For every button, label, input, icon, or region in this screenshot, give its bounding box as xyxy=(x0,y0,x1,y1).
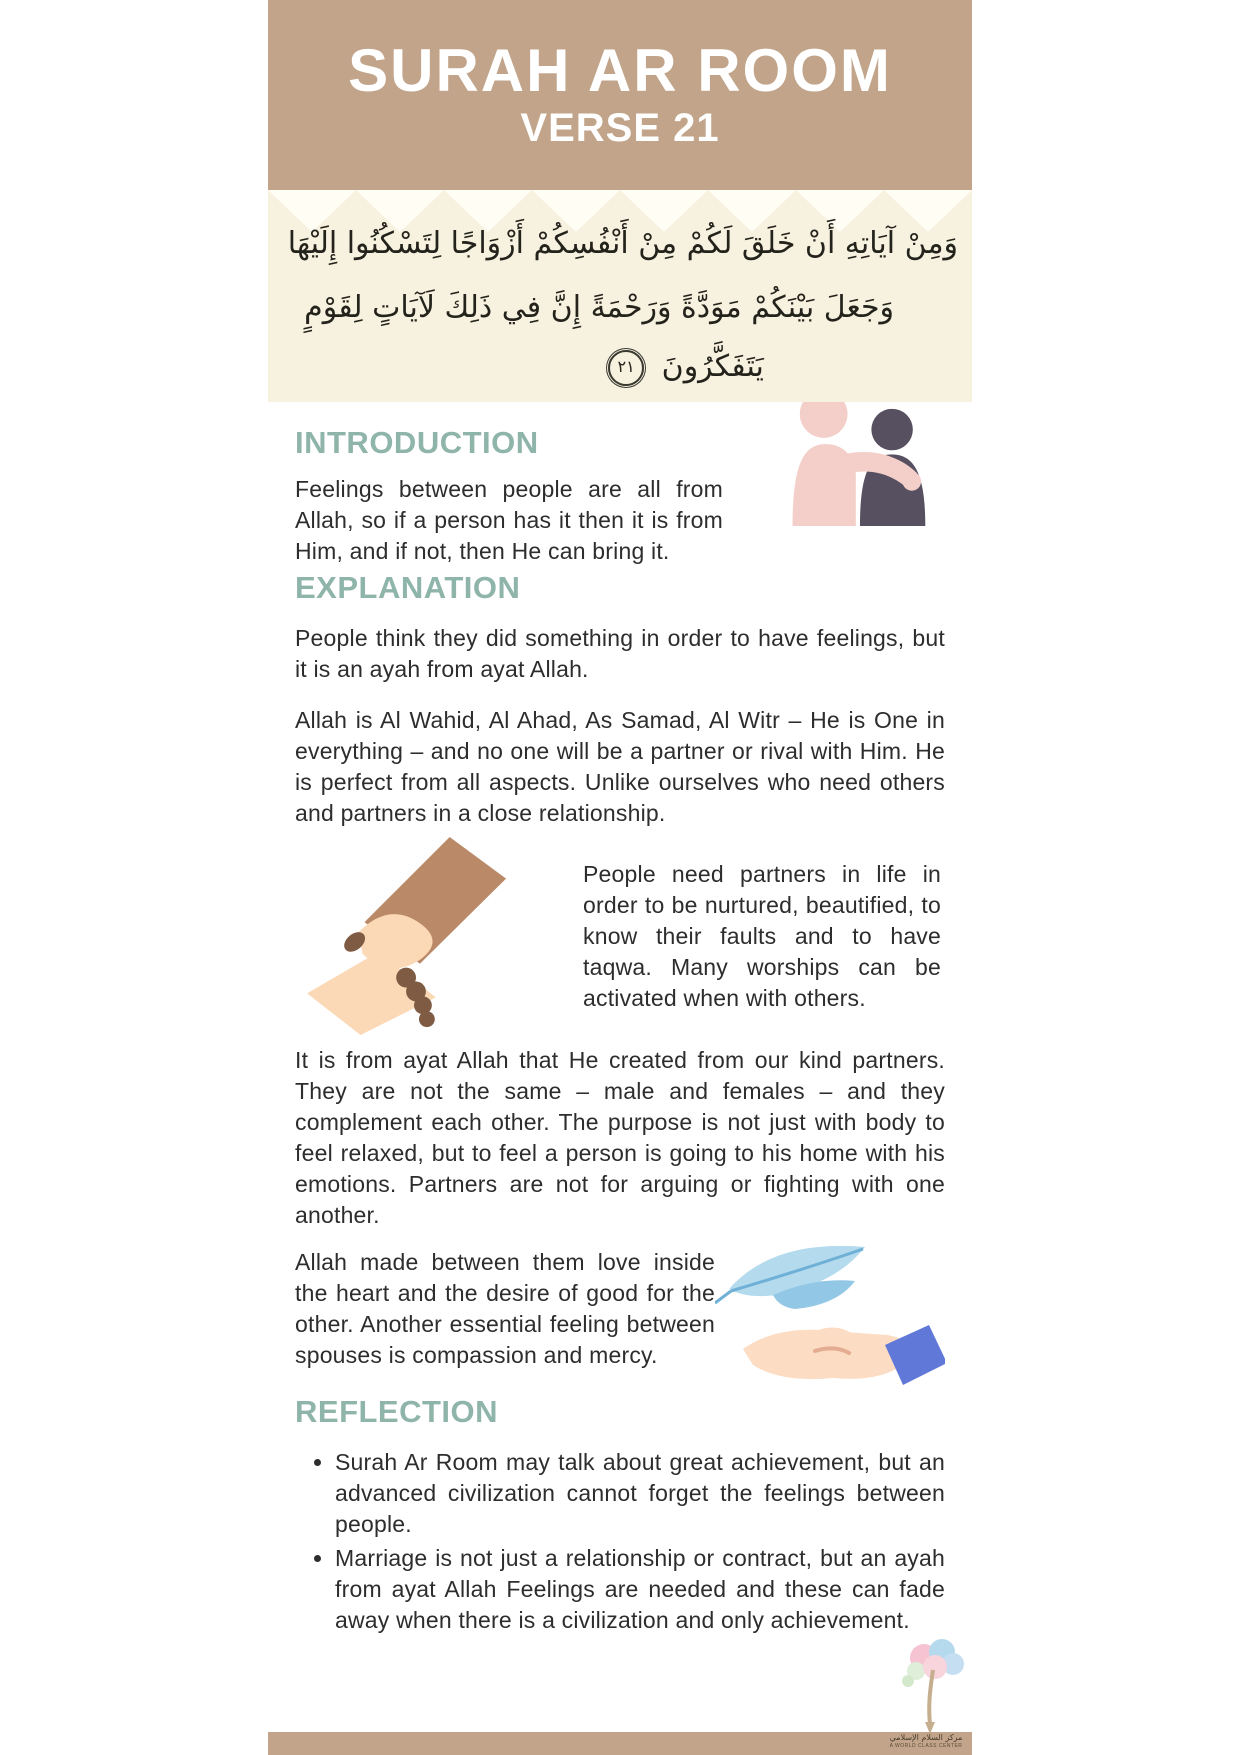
partners-row xyxy=(295,837,945,1035)
section-reflection xyxy=(295,1393,945,1636)
section-introduction xyxy=(295,402,945,567)
explanation-heading: EXPLANATION xyxy=(295,570,521,605)
footer-logo-arabic: مركز السلام الإسلامي xyxy=(889,1733,963,1742)
reflection-bullet-list xyxy=(295,1447,945,1636)
page-subtitle: VERSE 21 xyxy=(520,106,720,150)
footer-band xyxy=(268,1732,972,1755)
explanation-paragraph-2: Allah is Al Wahid, Al Ahad, As Samad, Al Witr – He is One in everything – and no one will be a partner or rival with Him. He is perfect from all aspects. Unlike ourselves who need others and partners in a close relationship. xyxy=(295,707,945,826)
reflection-heading: REFLECTION xyxy=(295,1394,499,1429)
footer-logo-text xyxy=(866,1733,986,1750)
introduction-row xyxy=(295,402,945,567)
verse-arabic-line-1: وَمِنْ آيَاتِهِ أَنْ خَلَقَ لَكُمْ مِنْ أَنْفُسِكُمْ أَزْوَاجًا لِتَسْكُنُوا إِلَيْهَا xyxy=(287,226,958,261)
explanation-paragraph-3: People need partners in life in order to be nurtured, beautified, to know their faults and to have taqwa. Many worships can be activated when with others. xyxy=(583,861,941,1011)
content-column xyxy=(268,0,972,1755)
reflection-bullet-2: • Marriage is not just a relationship or contract, but an ayah from ayat Allah Feelings are needed and these can fade away when there is a civilization and only achievement. xyxy=(335,1543,945,1636)
explanation-paragraph-4: It is from ayat Allah that He created from our kind partners. They are not the same – male and females – and they complement each other. The purpose is not just with body to feel relaxed, but to feel a person is going to his home with his emotions. Partners are not for arguing or fighting with one another. xyxy=(295,1047,945,1228)
verse-arabic-line-2: وَجَعَلَ بَيْنَكُمْ مَوَدَّةً وَرَحْمَةً إِنَّ فِي ذَلِكَ لَآيَاتٍ لِقَوْمٍ xyxy=(304,290,894,325)
page-title: SURAH AR ROOM xyxy=(348,37,892,104)
tree-logo-icon xyxy=(896,1636,968,1734)
feather-and-hand-illustration xyxy=(715,1233,945,1391)
clasped-hands-illustration xyxy=(299,837,531,1035)
hugging-people-illustration xyxy=(777,386,945,526)
introduction-text-block xyxy=(295,402,723,567)
main-content xyxy=(268,402,972,1636)
header-band xyxy=(268,0,972,190)
introduction-heading: INTRODUCTION xyxy=(295,425,539,460)
verse-arabic-word: يَتَفَكَّرُونَ xyxy=(661,349,764,384)
love-row xyxy=(295,1247,945,1391)
quran-verse-panel xyxy=(268,190,972,402)
footer-logo-caption: A WORLD CLASS CENTER xyxy=(889,1743,963,1749)
explanation-paragraph-5: Allah made between them love inside the heart and the desire of good for the other. Another essential feeling between spouses is compassion and mercy. xyxy=(295,1249,715,1368)
verse-arabic-line-3 xyxy=(268,340,972,394)
ayah-number-ornament: ٢١ xyxy=(608,350,644,386)
reflection-bullet-1: • Surah Ar Room may talk about great achievement, but an advanced civilization cannot forget the feelings between people. xyxy=(335,1447,945,1540)
explanation-paragraph-1: People think they did something in order to have feelings, but it is an ayah from ayat Allah. xyxy=(295,625,945,682)
introduction-paragraph: Feelings between people are all from Allah, so if a person has it then it is from Him, and if not, then He can bring it. xyxy=(295,476,723,564)
section-explanation xyxy=(295,569,945,1391)
